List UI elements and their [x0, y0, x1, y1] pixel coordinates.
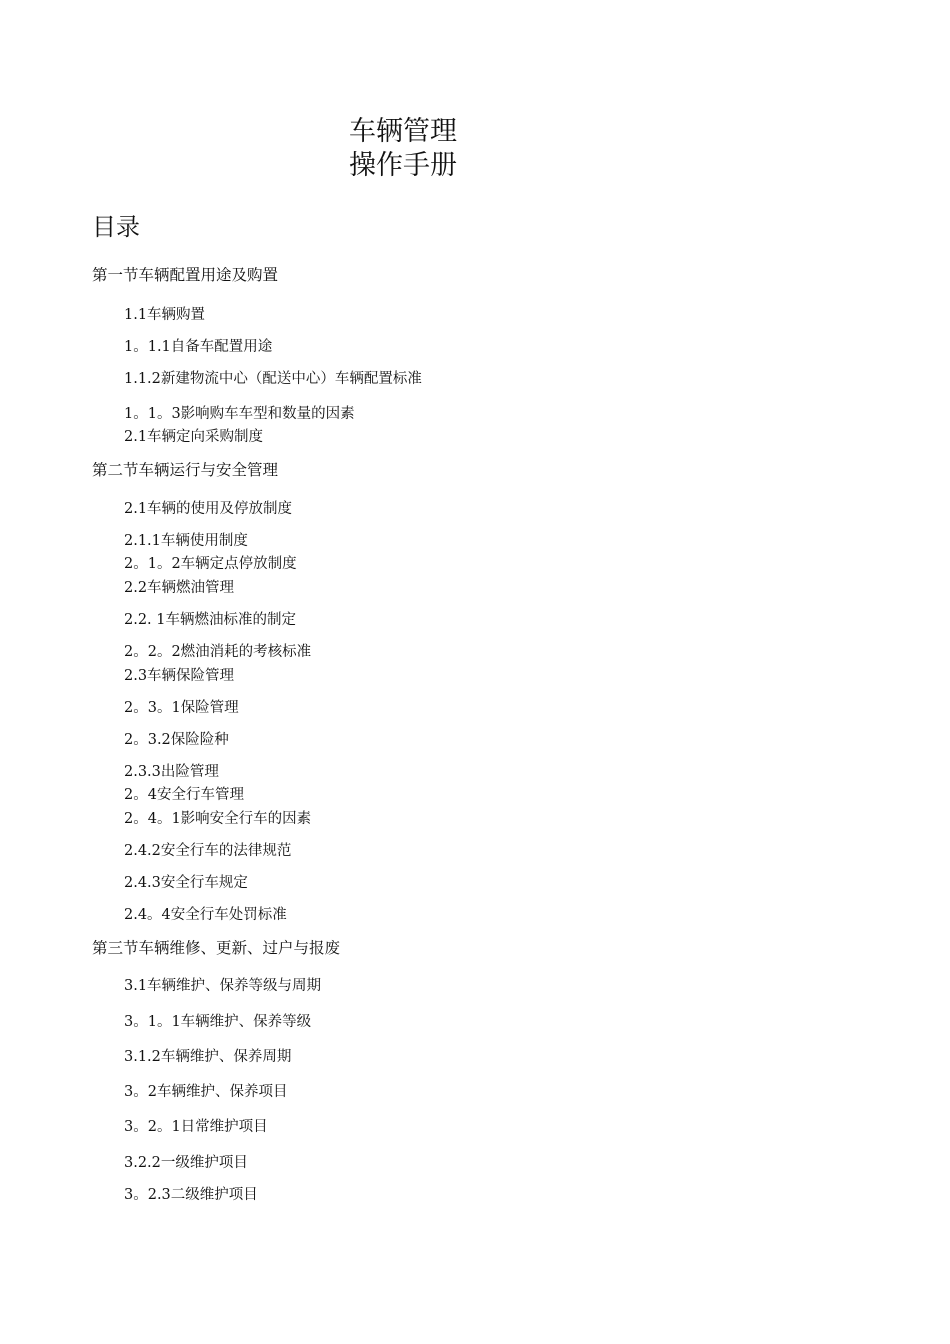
toc-section-1: 第一节车辆配置用途及购置: [92, 266, 279, 284]
toc-entry: 3.1.2车辆维护、保养周期: [124, 1049, 292, 1065]
toc-entry: 2.1车辆定向采购制度: [124, 429, 264, 445]
toc-entry: 2.4。4安全行车处罚标准: [124, 907, 287, 923]
toc-entry: 2.3车辆保险管理: [124, 668, 235, 684]
toc-entry: 1.1车辆购置: [124, 307, 206, 323]
toc-entry: 3.1车辆维护、保养等级与周期: [124, 978, 322, 994]
toc-entry: 2。2。2燃油消耗的考核标准: [124, 644, 312, 660]
toc-entry: 2.3.3出险管理: [124, 764, 219, 780]
document-title-line2: 操作手册: [349, 150, 457, 181]
document-title-line1: 车辆管理: [349, 116, 457, 147]
toc-entry: 2。3。1保险管理: [124, 700, 239, 716]
toc-entry: 2.2. 1车辆燃油标准的制定: [124, 612, 297, 628]
toc-entry: 2。4。1影响安全行车的因素: [124, 811, 312, 827]
toc-entry: 2.4.3安全行车规定: [124, 875, 248, 891]
toc-entry: 2。1。2车辆定点停放制度: [124, 556, 297, 572]
toc-entry: 2。4安全行车管理: [124, 787, 244, 803]
toc-entry: 2.2车辆燃油管理: [124, 580, 235, 596]
toc-entry: 2.1.1车辆使用制度: [124, 533, 248, 549]
toc-entry: 1。1。3影响购车车型和数量的因素: [124, 406, 355, 422]
toc-entry: 3.2.2一级维护项目: [124, 1155, 248, 1171]
toc-entry: 2.1车辆的使用及停放制度: [124, 501, 293, 517]
toc-entry: 3。2。1日常维护项目: [124, 1119, 268, 1135]
toc-section-2: 第二节车辆运行与安全管理: [92, 461, 279, 479]
toc-entry: 3。2.3二级维护项目: [124, 1187, 258, 1203]
toc-entry: 3。1。1车辆维护、保养等级: [124, 1014, 312, 1030]
toc-entry: 1.1.2新建物流中心（配送中心）车辆配置标准: [124, 371, 422, 387]
toc-entry: 2.4.2安全行车的法律规范: [124, 843, 292, 859]
toc-section-3: 第三节车辆维修、更新、过户与报废: [92, 939, 341, 957]
toc-heading: 目录: [92, 213, 140, 241]
toc-entry: 1。1.1自备车配置用途: [124, 339, 273, 355]
toc-entry: 2。3.2保险险种: [124, 732, 229, 748]
toc-entry: 3。2车辆维护、保养项目: [124, 1084, 288, 1100]
